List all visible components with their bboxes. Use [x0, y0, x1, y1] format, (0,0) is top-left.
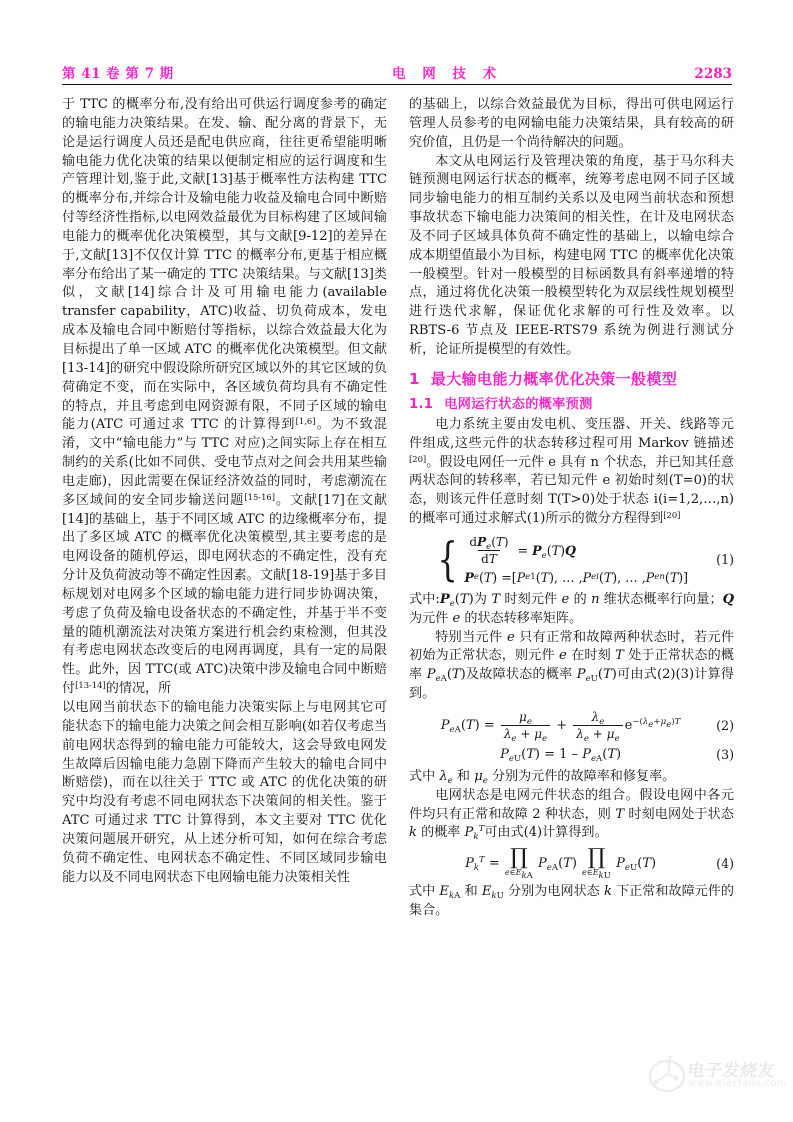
paragraph-left-1-text: 于 TTC 的概率分布,没有给出可供运行调度参考的确定的输电能力决策结果。在发、输、配分离的背景下，无论是运行调度人员还是配电供应商，往往更希望能明晰输电能力优化决策的结果以便制定相应的运行调度和生产管理计划,鉴于此,文献[13]基于概率性方法构建 TTC 的概率分布,并综合计及输电能力收益及输电合同中断赔付等经济性指标,以电网效益最优为目标构建了区域间输电能力的概率优化决策模型，其与文献[9-12]的差异在于,文献[13]不仅仅计算 TTC 的概率分布,更基于相应概率分布给出了某一确定的 TTC 决策结果。与文献[13]类似，文献[14]综合计及可用输电能力(available transfer capability，ATC)收益、切负荷成本，发电成本及输电合同中断赔付等指标，以综合效益最大化为目标提出了单一区域 ATC 的概率优化决策模型。但文献[13-14]的研究中假设除所研究区域以外的其它区域的负荷确定不变，而在实际中，各区域负荷均具有不确定性的特点，并且考虑到电网资源有限，不同子区域的输电能力(ATC 可通过求 TTC 的计算得到 [62, 97, 387, 433]
citation-ref-15-16: [15-16] [244, 491, 276, 502]
equation-1-line-1 [464, 535, 688, 566]
right-column [409, 96, 734, 1076]
equation-1-tag: (1) [716, 552, 734, 568]
equation-2-body [409, 709, 712, 744]
product-operator-1: ∏ $e\in E_{kA}$ [504, 845, 533, 881]
equation-3-body [409, 747, 712, 762]
equation-3-tag: (3) [716, 746, 734, 762]
equation-2-fraction-1: $\frac{\mu_e}{\lambda_e + \mu_e}$ [501, 710, 550, 741]
equation-2-plus: + [552, 717, 572, 733]
equation-2-fraction-2: $\frac{\lambda_e}{\lambda_e + \mu_e}$ [573, 710, 622, 741]
citation-ref-20-a: [20] [409, 453, 427, 464]
paragraph-after-eq4: 式中 $E_{kA}$ 和 $E_{kU}$ 分别为电网状态 k 下正常和故障元件的集合。 [409, 883, 734, 918]
section-heading-1 [409, 369, 734, 389]
citation-ref-1-6: [1,6] [295, 416, 316, 427]
equation-1 [409, 532, 734, 587]
equation-4-body-1: $P_{eA}(T)$ [538, 855, 582, 873]
equation-3 [409, 747, 734, 762]
header-rule [62, 84, 732, 85]
watermark-url: www.elecfans.com [688, 1078, 787, 1089]
equation-4-tag: (4) [716, 855, 734, 871]
equation-2 [409, 709, 734, 744]
section-number-1: 1 [409, 369, 420, 388]
derivative-fraction: $\frac{dP_e(T)}{dT}$ [469, 534, 509, 566]
journal-title-label: 电 网 技 术 [392, 66, 503, 82]
paragraph-right-continued: 的基础上，以综合效益最优为目标，得出可供电网运行管理人员参考的电网输电能力决策结果，具有较高的研究价值，且仍是一个尚待解决的问题。 [409, 97, 734, 150]
paragraph-left-1-cont-b: 。文献[17]在文献[14]的基础上，基于不同区域 ATC 的边缘概率分布，提出了多区域 ATC 的概率优化决策模型,其主要考虑的是电网设备的随机停运，即电网状态的不确定性，没有充分计及负荷波动等不确定性因素。文献[18-19]基于多目标规划对电网多个区域的输电能力进行同步协调决策，考虑了负荷及输电设备状态的不确定性，并基于半不变量的随机潮流法对决策方案进行机会约束检测，但其没有考虑电网状态改变后的电网再调度，具有一定的局限性。此外，因 TTC(或 ATC)决策中涉及输电合同中断赔付 [62, 492, 387, 697]
paragraph-left-2: 以电网当前状态下的输电能力决策实际上与电网其它可能状态下的输电能力决策之间会相互影响(如若仅考虑当前电网状态得到的输电能力可能较大，这会导致电网发生故障后因输电能力急剧下降而产生较大的输电合同中断赔偿)，而在以往关于 TTC 或 ATC 的优化决策的研究中均没有考虑不同电网状态下决策间的相关性。鉴于 ATC 可通过求 TTC 计算得到，本文主要对 TTC 优化决策问题展开研究，从上述分析可知，如何在综合考虑负荷不确定性、电网状态不确定性、不同区域同步输电能力以及不同电网状态下电网输电能力决策相关性 [62, 700, 387, 885]
subsection-number-1-1: 1.1 [409, 396, 434, 412]
left-brace-glyph: { [437, 532, 458, 587]
equation-2-lhs: $P_{eA}(T)$ = [440, 717, 499, 735]
volume-issue-label: 第 41 卷 第 7 期 [62, 66, 174, 82]
paragraph-markov-a: 电力系统主要由发电机、变压器、开关、线路等元件组成,这些元件的状态转移过程可用 Markov 链描述 [409, 416, 734, 451]
paragraph-after-eq1: 式中$:P_e(T)$为 T 时刻元件 e 的 n 维状态概率行向量；Q 为元件 e 的状态转移率矩阵。 [409, 591, 734, 626]
paragraph-markov-b: 。假设电网任一元件 e 具有 n 个状态，并已知其任意两状态间的转移率，若已知元件 e 初始时刻(T=0)的状态，则该元件任意时刻 T(T>0)处于状态 i(i=1,2,…,n)的概率可通过求解式(1)所示的微分方程得到 [409, 454, 735, 527]
equation-4-lhs: $P_k^T$ = [465, 854, 504, 873]
citation-ref-13-14: [13-14] [75, 680, 106, 691]
equation-1-body [409, 532, 712, 587]
paragraph-markov [409, 416, 734, 529]
paragraph-left-1-cont-a: 。为不致混淆，文中“输电能力”与 TTC 对应)之间实际上存在相互制约的关系(比如不同供、受电节点对之间会共用某些输电走廊)，因此需要在保证经济效益的同时，考虑潮流在多区域间的安全同步输送问题 [62, 417, 387, 508]
equation-1-lines [464, 535, 688, 585]
paragraph-right-contribution: 本文从电网运行及管理决策的角度，基于马尔科夫链预测电网运行状态的概率，统筹考虑电网不同子区域同步输电能力的相互制约关系以及电网当前状态和预想事故状态下输电能力决策间的相关性，在计及电网状态及不同子区域具体负荷不确定性的基础上，以输电综合成本期望值最小为目标，构建电网 TTC 的概率优化决策一般模型。针对一般模型的目标函数具有斜率递增的特点，通过将优化决策一般模型转化为双层线性规划模型进行迭代求解，保证优化求解的可行性及效率。以 RBTS-6 节点及 IEEE-RTS79 系统为例进行测试分析，论证所提模型的有效性。 [409, 153, 734, 357]
two-column-body [62, 96, 734, 1076]
subsection-title-1-1: 电网运行状态的概率预测 [444, 396, 593, 412]
left-column [62, 96, 387, 1076]
equation-2-exponential: $e^{-(\lambda_e+\mu_e)T}$ [624, 716, 681, 733]
equation-4-body-2: $P_{eU}(T)$ [616, 855, 657, 873]
paragraph-left-1-cont-c: 的情况，所 [105, 681, 172, 697]
paragraph-left-1 [62, 96, 387, 699]
section-title-1: 最大输电能力概率优化决策一般模型 [430, 369, 678, 388]
equation-3-expression: $P_{eU}(T) = 1 - P_{eA}(T)$ [500, 746, 622, 764]
subsection-heading-1-1 [409, 396, 734, 414]
paragraph-grid-state: 电网状态是电网元件状态的组合。假设电网中各元件均只有正常和故障 2 种状态，则 T 时刻电网处于状态 k 的概率 $P_k^T$可由式(4)计算得到。 [409, 787, 734, 843]
equation-1-line-2: P e ( T ) =[ P e1 ( T ), … , P ei ( T ), … , P en ( T )] [464, 569, 689, 585]
equation-4-body [409, 845, 712, 881]
product-operator-2: ∏ $e\in E_{kU}$ [582, 845, 612, 881]
equation-4 [409, 845, 734, 881]
equation-1-line-1-rhs: = $P_e(T)Q$ [513, 542, 576, 561]
watermark-text: 电子发烧友 [686, 1061, 777, 1081]
running-head [62, 58, 732, 82]
paragraph-two-state: 特别当元件 e 只有正常和故障两种状态时，若元件初始为正常状态，则元件 e 在时刻 T 处于正常状态的概率 $P_{eA}(T)$及故障状态的概率 $P_{eU}(T)$可由式(2)(3)计算得到。 [409, 629, 734, 702]
citation-ref-20-b: [20] [663, 510, 681, 521]
equation-2-tag: (2) [716, 717, 734, 733]
page-number-label: 2283 [694, 66, 732, 82]
paragraph-after-eq3: 式中 $\lambda_e$ 和 $\mu_e$ 分别为元件的故障率和修复率。 [409, 768, 676, 786]
